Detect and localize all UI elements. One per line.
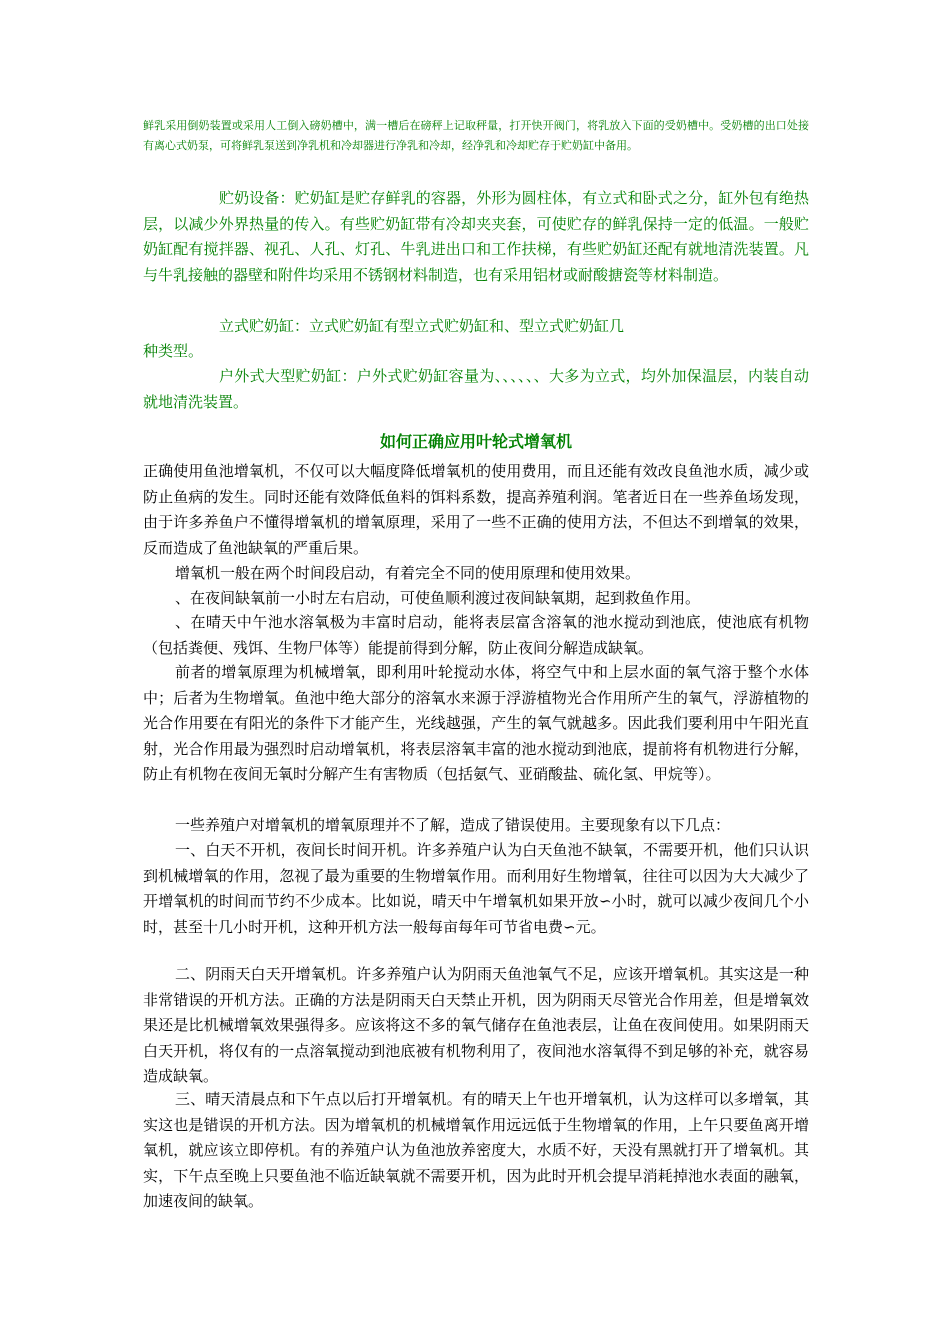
article-paragraph-misuse-intro: 一些养殖户对增氧机的增氧原理并不了解，造成了错误使用。主要现象有以下几点：	[175, 816, 731, 834]
article-paragraph-intro: 正确使用鱼池增氧机，不仅可以大幅度降低增氧机的使用费用，而且还能有效改良鱼池水质，减少或防止鱼病的发生。同时还能有效降低鱼料的饵料系数，提高养殖利润。笔者近日在一些养鱼场发现，由于许多养鱼户不懂得增氧机的增氧原理，采用了一些不正确的使用方法，不但达不到增氧的效果，反而造成了鱼池缺氧的严重后果。	[143, 462, 809, 557]
vertical-tank-line-1: 立式贮奶缸：立式贮奶缸有型立式贮奶缸和、型立式贮奶缸几	[219, 317, 625, 335]
article-paragraph-night-start: 、在夜间缺氧前一小时左右启动，可使鱼顺利渡过夜间缺氧期，起到救鱼作用。	[175, 589, 701, 607]
storage-equipment-paragraph: 贮奶设备：贮奶缸是贮存鲜乳的容器，外形为圆柱体，有立式和卧式之分，缸外包有绝热层，以减少外界热量的传入。有些贮奶缸带有冷却夹夹套，可使贮存的鲜乳保持一定的低温。一般贮奶缸配有搅拌器、视孔、人孔、灯孔、牛乳进出口和工作扶梯，有些贮奶缸还配有就地清洗装置。凡与牛乳接触的器壁和附件均采用不锈钢材料制造，也有采用铝材或耐酸搪瓷等材料制造。	[143, 189, 809, 284]
milk-receiving-paragraph: 鲜乳采用倒奶装置或采用人工倒入磅奶槽中，满一槽后在磅秤上记取秤量，打开快开阀门，将乳放入下面的受奶槽中。受奶槽的出口处接有离心式奶泵，可将鲜乳泵送到净乳机和冷却器进行净乳和冷却，经净乳和冷却贮存于贮奶缸中备用。	[143, 119, 809, 152]
article-paragraph-two-periods: 增氧机一般在两个时间段启动，有着完全不同的使用原理和使用效果。	[175, 564, 641, 582]
outdoor-tank-paragraph: 户外式大型贮奶缸：户外式贮奶缸容量为、、、、、、大多为立式，均外加保温层，内装自动就地清洗装置。	[143, 367, 809, 411]
article-paragraph-noon-start: 、在晴天中午池水溶氧极为丰富时启动，能将表层富含溶氧的池水搅动到池底，使池底有机物（包括粪便、残饵、生物尸体等）能提前得到分解，防止夜间分解造成缺氧。	[143, 613, 809, 657]
article-paragraph-point-one: 一、白天不开机，夜间长时间开机。许多养殖户认为白天鱼池不缺氧，不需要开机，他们只认识到机械增氧的作用，忽视了最为重要的生物增氧作用。而利用好生物增氧，往往可以因为大大减少了开增氧机的时间而节约不少成本。比如说，晴天中午增氧机如果开放∽小时，就可以减少夜间几个小时，甚至十几小时开机，这种开机方法一般每亩每年可节省电费∽元。	[143, 841, 809, 936]
article-title: 如何正确应用叶轮式增氧机	[379, 432, 572, 451]
article-paragraph-point-three: 三、晴天清晨点和下午点以后打开增氧机。有的晴天上午也开增氧机，认为这样可以多增氧，其实这也是错误的开机方法。因为增氧机的机械增氧作用远远低于生物增氧的作用，上午只要鱼离开增氧机，就应该立即停机。有的养殖户认为鱼池放养密度大，水质不好，天没有黑就打开了增氧机。其实，下午点至晚上只要鱼池不临近缺氧就不需要开机，因为此时开机会提早消耗掉池水表面的融氧，加速夜间的缺氧。	[143, 1090, 809, 1211]
article-paragraph-point-two: 二、阴雨天白天开增氧机。许多养殖户认为阴雨天鱼池氧气不足，应该开增氧机。其实这是一种非常错误的开机方法。正确的方法是阴雨天白天禁止开机，因为阴雨天尽管光合作用差，但是增氧效果还是比机械增氧效果强得多。应该将这不多的氧气储存在鱼池表层，让鱼在夜间使用。如果阴雨天白天开机，将仅有的一点溶氧搅动到池底被有机物利用了，夜间池水溶氧得不到足够的补充，就容易造成缺氧。	[143, 965, 809, 1086]
vertical-tank-line-2: 种类型。	[143, 342, 204, 360]
article-paragraph-principles: 前者的增氧原理为机械增氧，即利用叶轮搅动水体，将空气中和上层水面的氧气溶于整个水体中；后者为生物增氧。鱼池中绝大部分的溶氧水来源于浮游植物光合作用所产生的氧气，浮游植物的光合作用要在有阳光的条件下才能产生，光线越强，产生的氧气就越多。因此我们要利用中午阳光直射，光合作用最为强烈时启动增氧机，将表层溶氧丰富的池水搅动到池底，提前将有机物进行分解，防止有机物在夜间无氧时分解产生有害物质（包括氨气、亚硝酸盐、硫化氢、甲烷等）。	[143, 663, 809, 784]
